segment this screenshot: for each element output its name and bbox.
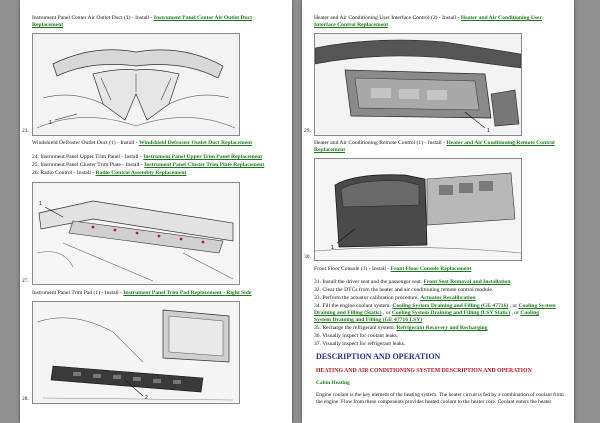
step-29-text: Heater and Air Conditioning Remote Control (1) - Install - — [314, 140, 447, 146]
step-30 — [314, 266, 568, 273]
svg-text:1: 1 — [49, 120, 52, 126]
step-35 — [314, 325, 568, 332]
interface-control-illustration — [33, 302, 239, 403]
step-34-or-3: , or — [510, 310, 521, 316]
step-28-cont — [314, 22, 568, 29]
svg-text:1: 1 — [39, 201, 42, 207]
step-34-link-5[interactable]: Cooling — [520, 310, 540, 316]
step-24 — [32, 154, 286, 161]
step-35-link[interactable]: Refrigerant Recovery and Recharging — [396, 325, 488, 331]
step-31-link[interactable]: Front Seat Removal and Installation — [423, 279, 511, 285]
step-26 — [32, 170, 286, 177]
step-24-text: 24. Instrument Panel Upper Trim Panel - Install - — [32, 154, 144, 160]
step-26-text: 26. Radio Control - Install - — [32, 170, 96, 176]
step-28 — [314, 15, 568, 22]
step-22-text: Instrument Panel Center Air Outlet Duct (1) - Install - — [32, 15, 154, 21]
figure-27-image — [32, 182, 240, 285]
section-heading: DESCRIPTION AND OPERATION — [316, 352, 441, 361]
step-22-link[interactable]: Instrument Panel Center Air Outlet Duct — [153, 15, 252, 21]
figure-29-image — [314, 33, 522, 136]
step-28-text: Heater and Air Conditioning User Interface Control (2) - Install - — [314, 15, 461, 21]
step-31-text: 31. Install the driver seat and the passenger seat. — [314, 279, 424, 285]
remote-control-module-illustration — [315, 34, 521, 135]
figure-30-image — [314, 158, 522, 261]
figure-30-number: 30. — [304, 254, 311, 260]
step-36-text: 36. Visually inspect for coolant leaks. — [314, 333, 399, 339]
step-23-link[interactable]: Windshield Defroster Outlet Duct Replacement — [138, 140, 253, 146]
right-page — [302, 0, 574, 423]
left-page — [20, 0, 292, 423]
step-27-text: Instrument Panel Trim Pad (1) - Install - — [32, 290, 124, 296]
step-25-text: 25. Instrument Panel Cluster Trim Plate - Install - — [32, 162, 145, 168]
step-27 — [32, 290, 286, 297]
step-29-cont — [314, 147, 568, 154]
step-29-link[interactable]: Heater and Air Conditioning Remote Control — [446, 140, 555, 146]
floor-console-illustration — [315, 159, 521, 260]
figure-28-image — [32, 301, 240, 404]
trim-pad-illustration — [33, 183, 239, 284]
step-32-text: 32. Clear the DTCs from the heater and air conditioning remote control module. — [314, 287, 494, 293]
step-22-link-cont[interactable]: Replacement — [32, 22, 64, 28]
figure-29-number: 29. — [304, 128, 311, 134]
step-27-link[interactable]: Instrument Panel Trim Pad Replacement - Right Side — [123, 290, 252, 296]
step-34-link-3[interactable]: Draining and Filling (Static) — [314, 310, 382, 316]
step-23 — [32, 140, 286, 147]
step-25 — [32, 162, 286, 169]
defroster-duct-illustration — [33, 34, 239, 135]
step-33-link[interactable]: Actuator Recalibration — [420, 295, 476, 301]
step-30-link[interactable]: Front Floor Console Replacement — [390, 266, 472, 272]
step-28-link-cont[interactable]: Interface Control Replacement — [314, 22, 389, 28]
body-paragraph: Engine coolant is the key element of the heating system. The heater circuit is fed by a combination of coolant from the engine. Flow from these components provides heated coolant to the heater core. Coolant enters the heater — [316, 392, 564, 405]
svg-text:2: 2 — [145, 395, 148, 401]
step-28-link[interactable]: Heater and Air Conditioning User — [460, 15, 543, 21]
figure-27-number: 27. — [22, 278, 29, 284]
figure-23-image — [32, 33, 240, 136]
step-34-or-2: , or — [381, 310, 392, 316]
step-32 — [314, 287, 568, 294]
step-35-text: 35. Recharge the refrigerant system. — [314, 325, 397, 331]
step-29 — [314, 140, 568, 147]
step-37 — [314, 341, 568, 348]
step-36 — [314, 333, 568, 340]
svg-text:1: 1 — [331, 245, 334, 251]
step-34-link-4[interactable]: Cooling System Draining and Filling (LSY Static) — [391, 310, 511, 316]
step-34-or-1: , or — [508, 303, 519, 309]
step-22-cont — [32, 22, 286, 29]
step-22 — [32, 15, 286, 22]
subsection-heading: HEATING AND AIR CONDITIONING SYSTEM DESCRIPTION AND OPERATION — [316, 368, 532, 374]
figure-23-number: 23. — [22, 128, 29, 134]
step-34-cont — [314, 310, 568, 317]
step-30-text: Front Floor Console (1) - Install - — [314, 266, 391, 272]
step-24-link[interactable]: Instrument Panel Upper Trim Panel Replacement — [143, 154, 263, 160]
step-34 — [314, 303, 568, 310]
step-34-text: 34. Fill the engine coolant system. — [314, 303, 393, 309]
step-33-text: 33. Perform the actuator calibration procedure. — [314, 295, 421, 301]
step-26-link[interactable]: Radio Control Assembly Replacement — [95, 170, 187, 176]
step-34-link-6[interactable]: System Draining and Filling (GE 47716 LSY) — [314, 317, 423, 323]
step-37-text: 37. Visually inspect for refrigerant leaks. — [314, 341, 406, 347]
step-33 — [314, 295, 568, 302]
step-25-link[interactable]: Instrument Panel Cluster Trim Plate Replacement — [144, 162, 265, 168]
step-31 — [314, 279, 568, 286]
figure-28-number: 28. — [22, 396, 29, 402]
step-29-link-cont[interactable]: Replacement — [314, 147, 346, 153]
step-34-cont-2 — [314, 317, 568, 324]
topic-heading: Cabin Heating — [316, 380, 350, 386]
step-23-text: Windshield Defroster Outlet Duct (1) - Install - — [32, 140, 139, 146]
step-34-link[interactable]: Cooling System Draining and Filling (GE 47716) — [392, 303, 509, 309]
svg-text:1: 1 — [487, 128, 490, 134]
step-34-link-2[interactable]: Cooling System — [518, 303, 556, 309]
